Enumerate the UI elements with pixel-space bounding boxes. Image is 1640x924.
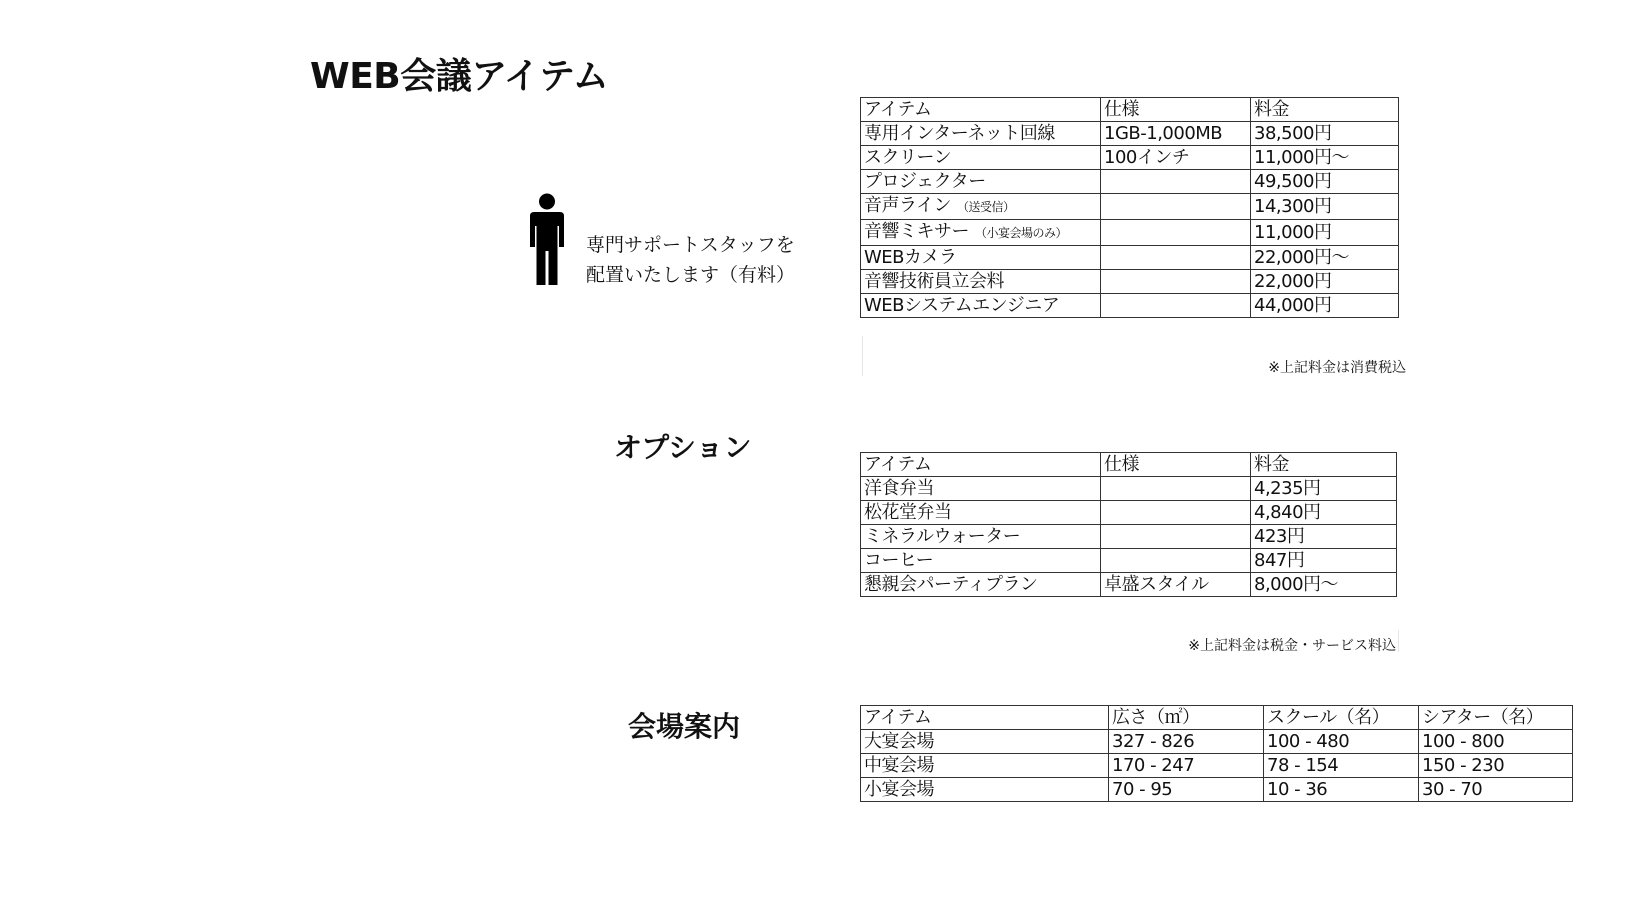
item-cell: 小宴会場 [861, 778, 1109, 802]
table-row [861, 549, 1397, 573]
item-cell: コーヒー [861, 549, 1101, 573]
item-name: 音声ライン [864, 195, 951, 216]
theater-cell: 100 - 800 [1419, 730, 1573, 754]
item-name: スクリーン [864, 147, 952, 168]
options-title: オプション [614, 431, 752, 464]
table-row [861, 194, 1399, 220]
staff-note-line2: 配置いたします（有料） [586, 264, 796, 286]
spec-cell: 1GB-1,000MB [1101, 122, 1251, 146]
spec-cell [1101, 270, 1251, 294]
header-item: アイテム [861, 453, 1101, 477]
spec-cell [1101, 477, 1251, 501]
item-name: 音響ミキサー [864, 221, 969, 242]
item-cell [861, 246, 1101, 270]
price-cell: 44,000円 [1251, 294, 1399, 318]
options-footnote: ※上記料金は税金・サービス料込 [1188, 638, 1396, 654]
price-cell: 14,300円 [1251, 194, 1399, 220]
item-cell [861, 220, 1101, 246]
area-cell: 70 - 95 [1109, 778, 1264, 802]
item-cell: 中宴会場 [861, 754, 1109, 778]
venues-table [860, 705, 1573, 802]
price-cell: 4,235円 [1251, 477, 1397, 501]
spec-cell [1101, 501, 1251, 525]
table-header-row [861, 706, 1573, 730]
table-row [861, 270, 1399, 294]
table-row [861, 501, 1397, 525]
header-spec: 仕様 [1101, 453, 1251, 477]
item-cell: 懇親会パーティプラン [861, 573, 1101, 597]
item-note: （小宴会場のみ） [975, 226, 1068, 240]
item-cell [861, 146, 1101, 170]
header-item: アイテム [861, 706, 1109, 730]
price-cell: 11,000円 [1251, 220, 1399, 246]
table-row [861, 778, 1573, 802]
price-cell: 4,840円 [1251, 501, 1397, 525]
table-row [861, 477, 1397, 501]
theater-cell: 30 - 70 [1419, 778, 1573, 802]
table-row [861, 246, 1399, 270]
header-school: スクール（名） [1264, 706, 1419, 730]
price-cell: 11,000円〜 [1251, 146, 1399, 170]
person-icon [528, 193, 566, 285]
spec-cell [1101, 549, 1251, 573]
table-header-row [861, 453, 1397, 477]
spec-cell: 100インチ [1101, 146, 1251, 170]
table-row [861, 294, 1399, 318]
item-cell [861, 294, 1101, 318]
header-area: 広さ（㎡） [1109, 706, 1264, 730]
spec-cell [1101, 246, 1251, 270]
spec-cell [1101, 294, 1251, 318]
item-name: 音響技術員立会料 [864, 271, 1004, 292]
header-item: アイテム [861, 98, 1101, 122]
staff-note [586, 230, 795, 290]
header-theater: シアター（名） [1419, 706, 1573, 730]
item-note: （送受信） [956, 200, 1015, 214]
page-title: WEB会議アイテム [310, 56, 609, 97]
area-cell: 327 - 826 [1109, 730, 1264, 754]
price-cell: 22,000円〜 [1251, 246, 1399, 270]
price-cell: 38,500円 [1251, 122, 1399, 146]
area-cell: 170 - 247 [1109, 754, 1264, 778]
table-row [861, 525, 1397, 549]
item-cell [861, 194, 1101, 220]
price-cell: 22,000円 [1251, 270, 1399, 294]
divider [862, 336, 863, 376]
school-cell: 10 - 36 [1264, 778, 1419, 802]
spec-cell [1101, 220, 1251, 246]
item-name: WEBカメラ [864, 247, 957, 268]
item-name: 専用インターネット回線 [864, 123, 1055, 144]
web-items-table [860, 97, 1399, 318]
spec-cell [1101, 170, 1251, 194]
price-cell: 847円 [1251, 549, 1397, 573]
price-cell: 49,500円 [1251, 170, 1399, 194]
spec-cell [1101, 525, 1251, 549]
table-row [861, 730, 1573, 754]
spec-cell: 卓盛スタイル [1101, 573, 1251, 597]
item-cell [861, 170, 1101, 194]
header-spec: 仕様 [1101, 98, 1251, 122]
table-row [861, 754, 1573, 778]
item-cell [861, 122, 1101, 146]
table-row [861, 220, 1399, 246]
price-cell: 8,000円〜 [1251, 573, 1397, 597]
table-row [861, 122, 1399, 146]
item-cell [861, 270, 1101, 294]
divider [1398, 630, 1399, 652]
item-cell: 洋食弁当 [861, 477, 1101, 501]
school-cell: 100 - 480 [1264, 730, 1419, 754]
school-cell: 78 - 154 [1264, 754, 1419, 778]
item-cell: 大宴会場 [861, 730, 1109, 754]
table-header-row [861, 98, 1399, 122]
theater-cell: 150 - 230 [1419, 754, 1573, 778]
item-name: プロジェクター [864, 171, 986, 192]
spec-cell [1101, 194, 1251, 220]
options-table [860, 452, 1397, 597]
item-cell: 松花堂弁当 [861, 501, 1101, 525]
price-cell: 423円 [1251, 525, 1397, 549]
venues-title: 会場案内 [628, 710, 741, 743]
staff-note-line1: 専門サポートスタッフを [586, 234, 795, 256]
web-items-footnote: ※上記料金は消費税込 [1268, 360, 1406, 376]
item-name: WEBシステムエンジニア [864, 295, 1060, 316]
table-row [861, 170, 1399, 194]
item-cell: ミネラルウォーター [861, 525, 1101, 549]
header-price: 料金 [1251, 98, 1399, 122]
table-row [861, 573, 1397, 597]
table-row [861, 146, 1399, 170]
header-price: 料金 [1251, 453, 1397, 477]
